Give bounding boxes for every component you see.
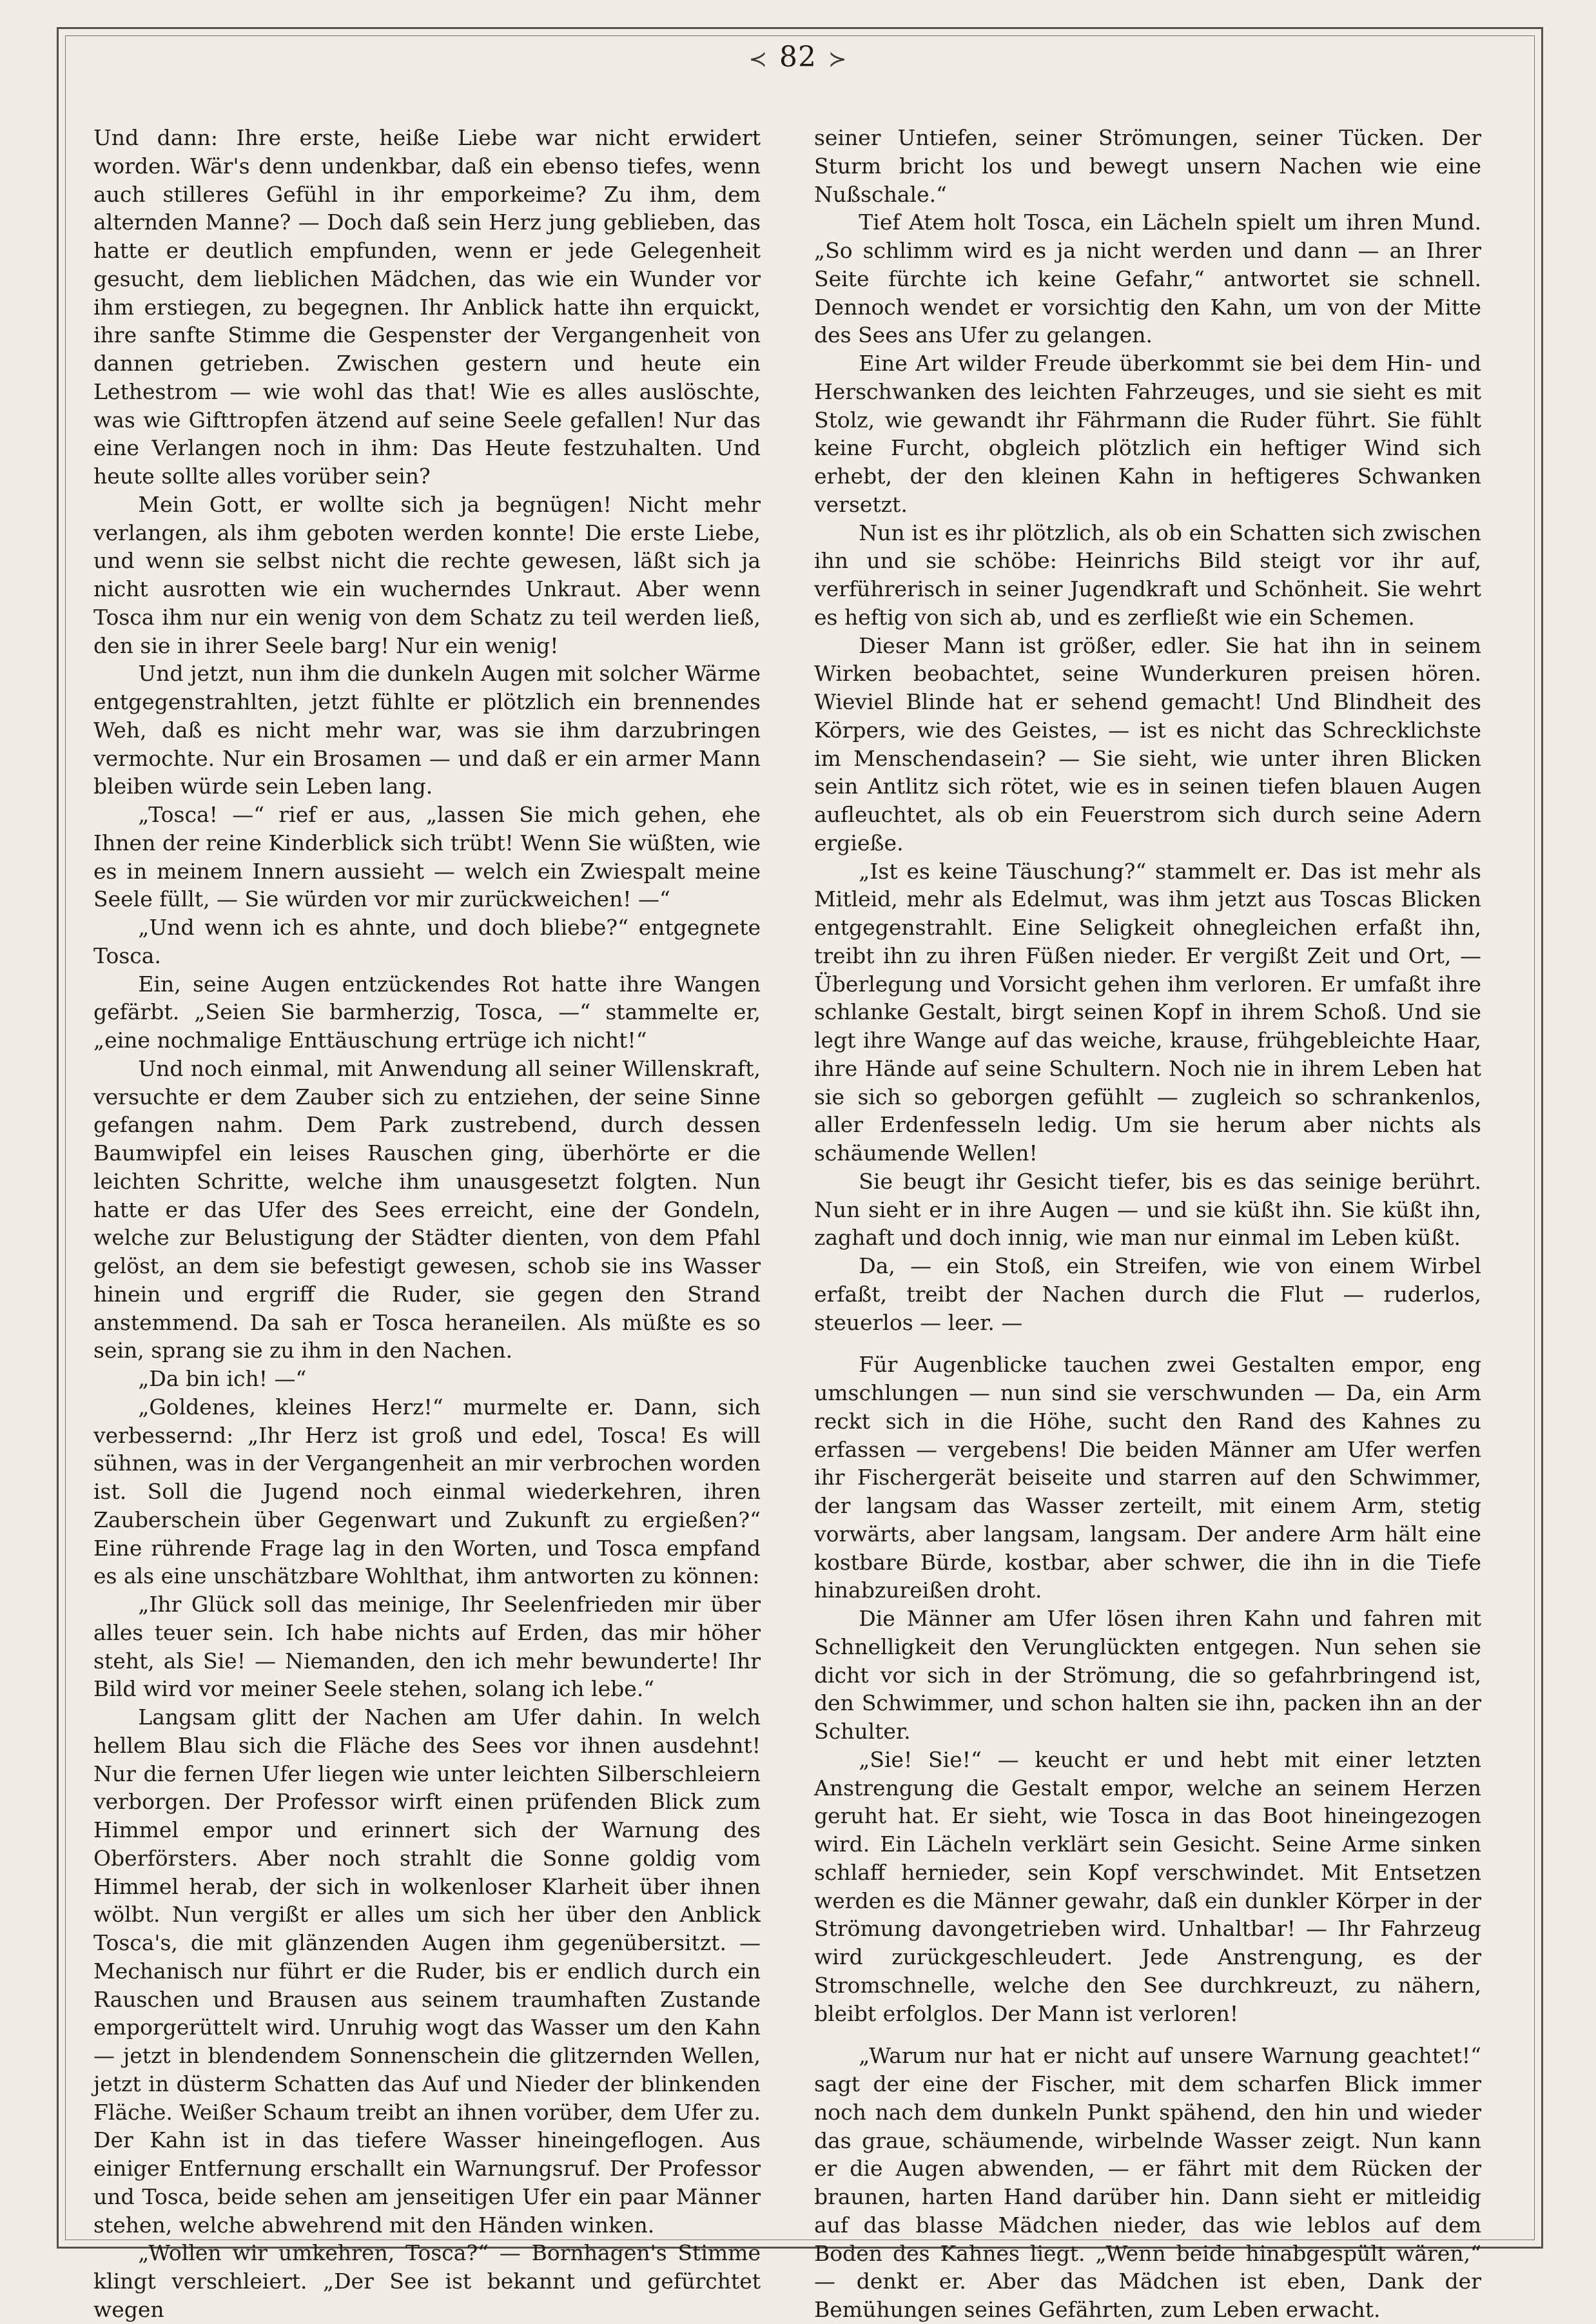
paragraph: Und dann: Ihre erste, heiße Liebe war nicht erwidert worden. Wär's denn undenkbar, daß ein ebenso tiefes, wenn auch stilleres Gefühl in ihr emporkeime? Zu ihm, dem alternden Manne? — Doch daß sein Herz jung geblieben, das hatte er deutlich empfunden, wenn er jede Gelegenheit gesucht, dem lieblichen Mädchen, das wie ein Wunder vor ihm erstiegen, zu begegnen. Ihr Anblick hatte ihn erquickt, ihre sanfte Stimme die Gespenster der Vergangenheit von dannen getrieben. Zwischen gestern und heute ein Lethestrom — wie wohl das that! Wie es alles auslöschte, was wie Gifttropfen ätzend auf seine Seele gefallen! Nur das eine Verlangen noch in ihm: Das Heute festzuhalten. Und heute sollte alles vorüber sein?: [93, 125, 761, 489]
paragraph: Die Männer am Ufer lösen ihren Kahn und fahren mit Schnelligkeit den Verunglückten entgegen. Nun sehen sie dicht vor sich in der Strömung, die so gefahrbringend ist, den Schwimmer, und schon halten sie ihn, packen ihn an der Schulter.: [814, 1606, 1481, 1744]
paragraph: „Tosca! —“ rief er aus, „lassen Sie mich gehen, ehe Ihnen der reine Kinderblick sich trübt! Wenn Sie wüßten, wie es in meinem Innern aussieht — welch ein Zwiespalt meine Seele füllt, — Sie würden vor mir zurückweichen! —“: [93, 802, 761, 912]
paragraph: Und jetzt, nun ihm die dunkeln Augen mit solcher Wärme entgegenstrahlten, jetzt fühlte er plötzlich ein brennendes Weh, daß es nicht mehr war, was sie ihm darzubringen vermochte. Nur ein Brosamen — und daß er ein armer Mann bleiben würde sein Leben lang.: [93, 661, 761, 799]
paragraph: Für Augenblicke tauchen zwei Gestalten empor, eng umschlungen — nun sind sie verschwunden — Da, ein Arm reckt sich in die Höhe, sucht den Rand des Kahnes zu erfassen — vergebens! Die beiden Männer am Ufer werfen ihr Fischergerät beiseite und starren auf den Schwimmer, der langsam das Wasser zerteilt, mit einem Arm, stetig vorwärts, aber langsam, langsam. Der andere Arm hält eine kostbare Bürde, kostbar, aber schwer, die ihn in die Tiefe hinabzureißen droht.: [814, 1352, 1481, 1603]
paragraph: Ein, seine Augen entzückendes Rot hatte ihre Wangen gefärbt. „Seien Sie barmherzig, Tosca, —“ stammelte er, „eine nochmalige Enttäuschung ertrüge ich nicht!“: [93, 971, 761, 1053]
paragraph: „Ist es keine Täuschung?“ stammelt er. Das ist mehr als Mitleid, mehr als Edelmut, was ihm jetzt aus Toscas Blicken entgegenstrahlt. Eine Seligkeit ohnegleichen erfaßt ihn, treibt ihn zu ihren Füßen nieder. Er vergißt Zeit und Ort, — Überlegung und Vorsicht gehen ihm verloren. Er umfaßt ihre schlanke Gestalt, birgt seinen Kopf in ihrem Schoß. Und sie legt ihre Wange auf das weiche, krause, frühgebleichte Haar, ihre Hände auf seine Schultern. Noch nie in ihrem Leben hat sie sich so geborgen gefühlt — zugleich so schrankenlos, aller Erdenfesseln ledig. Um sie herum aber nichts als schäumende Wellen!: [814, 858, 1481, 1166]
paragraph: Langsam glitt der Nachen am Ufer dahin. In welch hellem Blau sich die Fläche des Sees vor ihnen ausdehnt! Nur die fernen Ufer liegen wie unter leichten Silberschleiern verborgen. Der Professor wirft einen prüfenden Blick zum Himmel empor und erinnert sich der Warnung des Oberförsters. Aber noch strahlt die Sonne goldig vom Himmel herab, der sich in wolkenloser Klarheit über ihnen wölbt. Nun vergißt er alles um sich her über den Anblick Tosca's, die mit glänzenden Augen ihm gegenübersitzt. — Mechanisch nur führt er die Ruder, bis er endlich durch ein Rauschen und Brausen aus seinem traumhaften Zustande emporgerüttelt wird. Unruhig wogt das Wasser um den Kahn — jetzt in blendendem Sonnenschein die glitzernden Wellen, jetzt in düsterm Schatten das Auf und Nieder der blinkenden Fläche. Weißer Schaum treibt an ihnen vorüber, dem Ufer zu. Der Kahn ist in das tiefere Wasser hineingeflogen. Aus einiger Entfernung erschallt ein Warnungsruf. Der Professor und Tosca, beide sehen am jenseitigen Ufer ein paar Männer stehen, welche abwehrend mit den Händen winken.: [93, 1704, 761, 2238]
paragraph: Nun ist es ihr plötzlich, als ob ein Schatten sich zwischen ihn und sie schöbe: Heinrichs Bild steigt vor ihr auf, verführerisch in seiner Jugendkraft und Schönheit. Sie wehrt es heftig von sich ab, und es zerfließt wie ein Schemen.: [814, 520, 1481, 630]
paragraph: Dieser Mann ist größer, edler. Sie hat ihn in seinem Wirken beobachtet, seine Wunderkuren preisen hören. Wieviel Blinde hat er sehend gemacht! Und Blindheit des Körpers, wie des Geistes, — ist es nicht das Schrecklichste im Menschendasein? — Sie sieht, wie unter ihren Blicken sein Antlitz sich rötet, wie es in seinen tiefen blauen Augen aufleuchtet, als ob ein Feuerstrom sich durch seine Adern ergieße.: [814, 632, 1481, 855]
page-number: 82: [779, 41, 817, 73]
paragraph: „Sie! Sie!“ — keucht er und hebt mit einer letzten Anstrengung die Gestalt empor, welche an seinem Herzen geruht hat. Er sieht, wie Tosca in das Boot hineingezogen wird. Ein Lächeln verklärt sein Gesicht. Seine Arme sinken schlaff hernieder, sein Kopf verschwindet. Mit Entsetzen werden es die Männer gewahr, daß ein dunkler Körper in der Strömung davongetrieben wird. Unhaltbar! — Ihr Fahrzeug wird zurückgeschleudert. Jede Anstrengung, es der Stromschnelle, welche den See durchkreuzt, zu nähern, bleibt erfolglos. Der Mann ist verloren!: [814, 1746, 1481, 2026]
paragraph: „Da bin ich! —“: [138, 1366, 307, 1391]
paragraph: Sie beugt ihr Gesicht tiefer, bis es das seinige berührt. Nun sieht er in ihre Augen — und sie küßt ihn. Sie küßt ihn, zaghaft und doch innig, wie man nur einmal im Leben küßt.: [814, 1168, 1481, 1251]
paragraph: „Ihr Glück soll das meinige, Ihr Seelenfrieden mir über alles teuer sein. Ich habe nichts auf Erden, das mir höher steht, als Sie! — Niemanden, den ich mehr bewunderte! Ihr Bild wird vor meiner Seele stehen, solang ich lebe.“: [93, 1592, 761, 1702]
paragraph: Eine Art wilder Freude überkommt sie bei dem Hin- und Herschwanken des leichten Fahrzeuges, und sie sieht es mit Stolz, wie gewandt ihr Fährmann die Ruder führt. Sie fühlt keine Furcht, obgleich plötzlich ein heftiger Wind sich erhebt, der den kleinen Kahn in heftigeres Schwanken versetzt.: [814, 351, 1481, 517]
page-header: [0, 41, 1596, 76]
ornament-right-icon: ≻: [828, 46, 848, 72]
ornament-left-icon: ≺: [748, 46, 768, 72]
paragraph: seiner Untiefen, seiner Strömungen, seiner Tücken. Der Sturm bricht los und bewegt unsern Nachen wie eine Nußschale.“: [814, 125, 1481, 207]
paragraph: Tief Atem holt Tosca, ein Lächeln spielt um ihren Mund. „So schlimm wird es ja nicht werden und dann — an Ihrer Seite fürchte ich keine Gefahr,“ antwortet sie schnell. Dennoch wendet er vorsichtig den Kahn, um von der Mitte des Sees ans Ufer zu gelangen.: [814, 210, 1481, 348]
paragraph: Da, — ein Stoß, ein Streifen, wie von einem Wirbel erfaßt, treibt der Nachen durch die Flut — ruderlos, steuerlos — leer. —: [814, 1253, 1481, 1335]
paragraph: „Warum nur hat er nicht auf unsere Warnung geachtet!“ sagt der eine der Fischer, mit dem scharfen Blick immer noch nach dem dunkeln Punkt spähend, den hin und wieder das graue, schäumende, wirbelnde Wasser zeigt. Nun kann er die Augen abwenden, — er fährt mit dem Rücken der braunen, harten Hand darüber hin. Dann sieht er mitleidig auf das blasse Mädchen nieder, das wie leblos auf dem Boden des Kahnes liegt. „Wenn beide hinabgespült wären,“ — denkt er. Aber das Mädchen ist eben, Dank der Bemühungen seines Gefährten, zum Leben erwacht.: [814, 2043, 1481, 2322]
paragraph: „Goldenes, kleines Herz!“ murmelte er. Dann, sich verbessernd: „Ihr Herz ist groß und edel, Tosca! Es will sühnen, was in der Vergangenheit an mir verbrochen worden ist. Soll die Jugend noch einmal wiederkehren, ihren Zauberschein über Gegenwart und Zukunft zu ergießen?“ Eine rührende Frage lag in den Worten, und Tosca empfand es als eine unschätzbare Wohlthat, ihm antworten zu können:: [93, 1394, 761, 1589]
paragraph: „Wollen wir umkehren, Tosca?“ — Bornhagen's Stimme klingt verschleiert. „Der See ist bekannt und gefürchtet wegen: [93, 2240, 761, 2322]
paragraph: Mein Gott, er wollte sich ja begnügen! Nicht mehr verlangen, als ihm geboten werden konnte! Die erste Liebe, und wenn sie selbst nicht die rechte gewesen, läßt sich ja nicht ausrotten wie ein wucherndes Unkraut. Aber wenn Tosca ihm nur ein wenig von dem Schatz zu teil werden ließ, den sie in ihrer Seele barg! Nur ein wenig!: [93, 491, 761, 658]
right-column: [814, 124, 1481, 2324]
paragraph: Und noch einmal, mit Anwendung all seiner Willenskraft, versuchte er dem Zauber sich zu entziehen, der seine Sinne gefangen nahm. Dem Park zustrebend, durch dessen Baumwipfel ein leises Rauschen ging, überhörte er die leichten Schritte, welche ihm unausgesetzt folgten. Nun hatte er das Ufer des Sees erreicht, eine der Gondeln, welche zur Belustigung der Städter dienten, von dem Pfahl gelöst, an dem sie befestigt gewesen, schob sie ins Wasser hinein und ergriff die Ruder, sie gegen den Strand anstemmend. Da sah er Tosca heraneilen. Als müßte es so sein, sprang sie zu ihm in den Nachen.: [93, 1055, 761, 1363]
paragraph: „Und wenn ich es ahnte, und doch bliebe?“ entgegnete Tosca.: [93, 915, 761, 968]
left-column: [93, 124, 761, 2324]
